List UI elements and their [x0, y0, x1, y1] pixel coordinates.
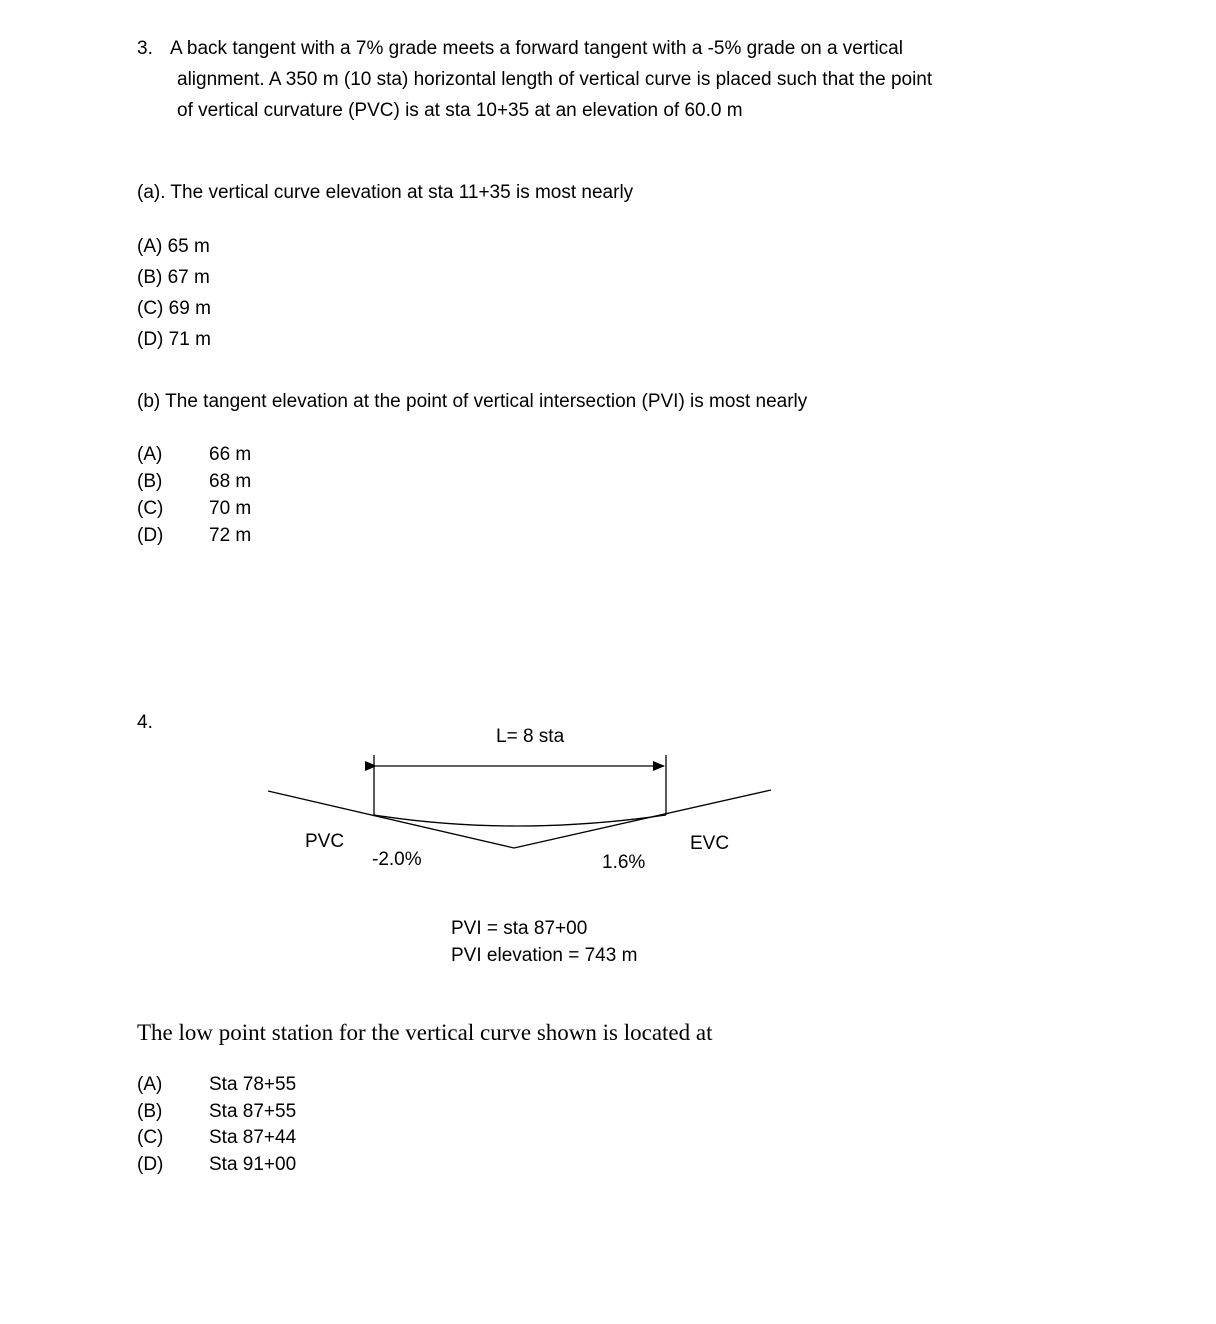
- q3b-option-d-value: 72 m: [209, 525, 252, 546]
- q4-option-a-letter: (A): [137, 1074, 163, 1095]
- q4-option-b-letter: (B): [137, 1101, 163, 1122]
- q3b-option-a-letter: (A): [137, 444, 163, 465]
- q4-option-c-value: Sta 87+44: [209, 1127, 297, 1148]
- q3a-option-c: (C) 69 m: [137, 298, 211, 319]
- q3a-option-d: (D) 71 m: [137, 329, 211, 350]
- q3b-option-b-letter: (B): [137, 471, 163, 492]
- q4-prompt: The low point station for the vertical curve shown is located at: [137, 1020, 713, 1045]
- q4-option-b-value: Sta 87+55: [209, 1101, 297, 1122]
- pvi-station-label: PVI = sta 87+00: [451, 918, 588, 939]
- evc-label: EVC: [690, 833, 730, 854]
- q3-statement-line-2: alignment. A 350 m (10 sta) horizontal length of vertical curve is placed such that the point: [177, 69, 933, 90]
- q4-option-d-value: Sta 91+00: [209, 1154, 297, 1175]
- q3b-option-c-value: 70 m: [209, 498, 252, 519]
- curve-length-label: L= 8 sta: [496, 726, 565, 747]
- q4-option-c-letter: (C): [137, 1127, 164, 1148]
- pvc-label: PVC: [305, 831, 345, 852]
- q3a-prompt: (a). The vertical curve elevation at sta 11+35 is most nearly: [137, 182, 634, 203]
- q4-option-d-letter: (D): [137, 1154, 164, 1175]
- pvi-elevation-label: PVI elevation = 743 m: [451, 945, 638, 966]
- grade-out-label: 1.6%: [602, 852, 646, 873]
- q3b-option-d-letter: (D): [137, 525, 164, 546]
- q3b-prompt: (b) The tangent elevation at the point of vertical intersection (PVI) is most nearly: [137, 391, 808, 412]
- q3b-option-c-letter: (C): [137, 498, 164, 519]
- q3a-option-a: (A) 65 m: [137, 236, 210, 257]
- q3-statement-line-3: of vertical curvature (PVC) is at sta 10+35 at an elevation of 60.0 m: [177, 100, 743, 121]
- q4-option-a-value: Sta 78+55: [209, 1074, 297, 1095]
- q3-statement-line-1: A back tangent with a 7% grade meets a forward tangent with a -5% grade on a vertical: [170, 38, 903, 59]
- q3b-option-b-value: 68 m: [209, 471, 252, 492]
- q3b-option-a-value: 66 m: [209, 444, 252, 465]
- q4-number: 4.: [137, 712, 153, 733]
- forward-tangent-line: [514, 790, 771, 848]
- grade-in-label: -2.0%: [372, 849, 422, 870]
- vertical-curve-line: [374, 815, 666, 826]
- q3a-option-b: (B) 67 m: [137, 267, 210, 288]
- q3-number: 3.: [137, 38, 153, 59]
